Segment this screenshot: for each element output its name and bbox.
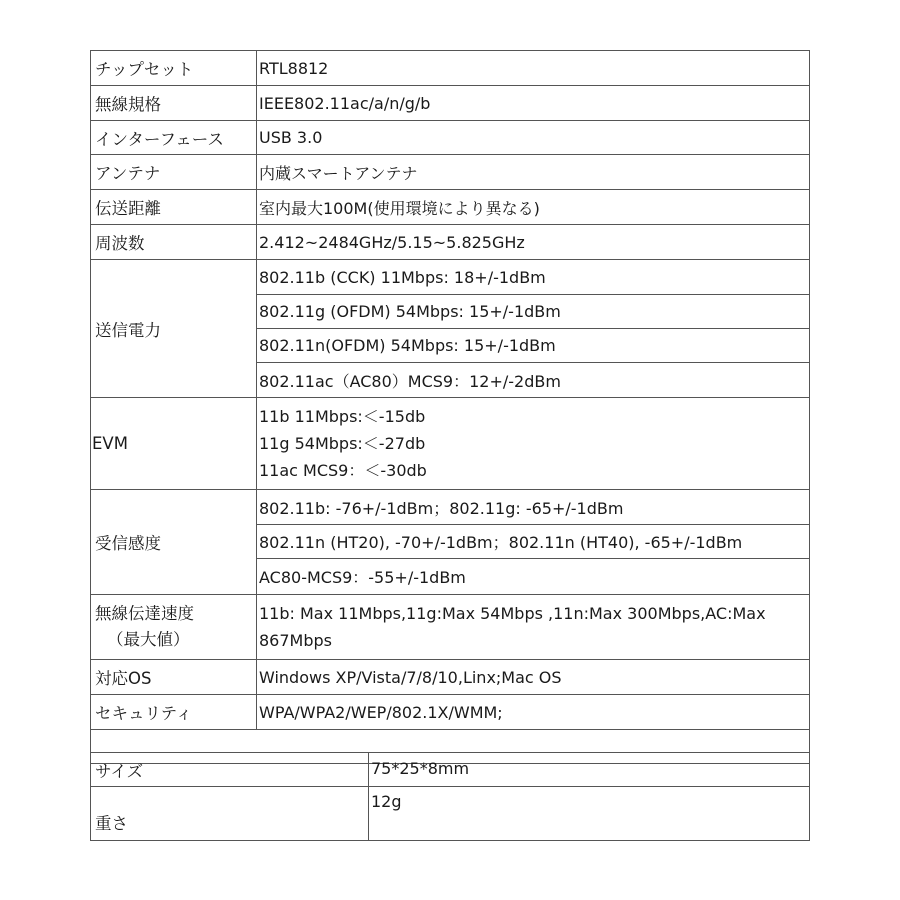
label-size: サイズ [91,753,369,786]
label-os: 対応OS [91,660,257,694]
value-chipset: RTL8812 [257,51,810,85]
row-evm [91,398,810,490]
row-distance [91,190,810,225]
value-interface: USB 3.0 [257,121,810,154]
label-rx-sensitivity: 受信感度 [91,490,257,594]
value-speed [257,595,810,659]
rx-sensitivity-item: AC80-MCS9：-55+/-1dBm [259,567,466,587]
row-security [91,695,810,730]
speed-label-line1: 無線伝達速度 [95,604,194,623]
evm-item: 11ac MCS9：＜-30db [259,461,427,480]
label-speed [91,595,257,659]
physical-table [90,752,810,841]
value-frequency: 2.412~2484GHz/5.15~5.825GHz [257,225,810,259]
value-evm [257,398,810,489]
row-speed [91,595,810,660]
tx-power-item: 802.11n(OFDM) 54Mbps: 15+/-1dBm [257,329,809,363]
label-antenna: アンテナ [91,155,257,189]
speed-value-line2: 867Mbps [259,631,332,650]
label-interface: インターフェース [91,121,257,154]
row-size [91,753,810,787]
evm-item: 11g 54Mbps:＜-27db [259,434,426,453]
row-standard [91,86,810,121]
row-chipset [91,51,810,86]
value-size: 75*25*8mm [369,753,810,786]
tx-power-item: 802.11b (CCK) 11Mbps: 18+/-1dBm [257,260,809,295]
row-interface [91,121,810,155]
label-security: セキュリティ [91,695,257,729]
rx-sensitivity-item: 802.11b: -76+/-1dBm；802.11g: -65+/-1dBm [257,490,809,525]
label-standard: 無線規格 [91,86,257,120]
speed-value-line1: 11b: Max 11Mbps,11g:Max 54Mbps ,11n:Max 300Mbps,AC:Max [259,604,766,623]
value-antenna: 内蔵スマートアンテナ [257,155,810,189]
rx-sensitivity-item: 802.11n (HT20), -70+/-1dBm；802.11n (HT40), -65+/-1dBm [257,525,809,559]
row-weight [91,787,810,841]
label-tx-power: 送信電力 [91,260,257,397]
label-weight: 重さ [91,787,369,840]
row-os [91,660,810,695]
evm-item: 11b 11Mbps:＜-15db [259,407,426,426]
spec-table [90,50,810,764]
value-os: Windows XP/Vista/7/8/10,Linx;Mac OS [257,660,810,694]
tx-power-item: 802.11g (OFDM) 54Mbps: 15+/-1dBm [257,295,809,329]
value-standard: IEEE802.11ac/a/n/g/b [257,86,810,120]
value-weight: 12g [369,787,810,840]
row-antenna [91,155,810,190]
row-frequency [91,225,810,260]
tx-power-item: 802.11ac（AC80）MCS9：12+/-2dBm [259,371,561,391]
row-rx-sensitivity [91,490,810,595]
speed-label-line2: （最大値） [107,630,190,649]
label-chipset: チップセット [91,51,257,85]
value-distance: 室内最大100M(使用環境により異なる) [257,190,810,224]
value-security: WPA/WPA2/WEP/802.1X/WMM; [257,695,810,729]
value-tx-power [257,260,810,397]
value-rx-sensitivity [257,490,810,594]
label-distance: 伝送距離 [91,190,257,224]
label-frequency: 周波数 [91,225,257,259]
label-evm: EVM [91,398,257,489]
row-tx-power [91,260,810,398]
